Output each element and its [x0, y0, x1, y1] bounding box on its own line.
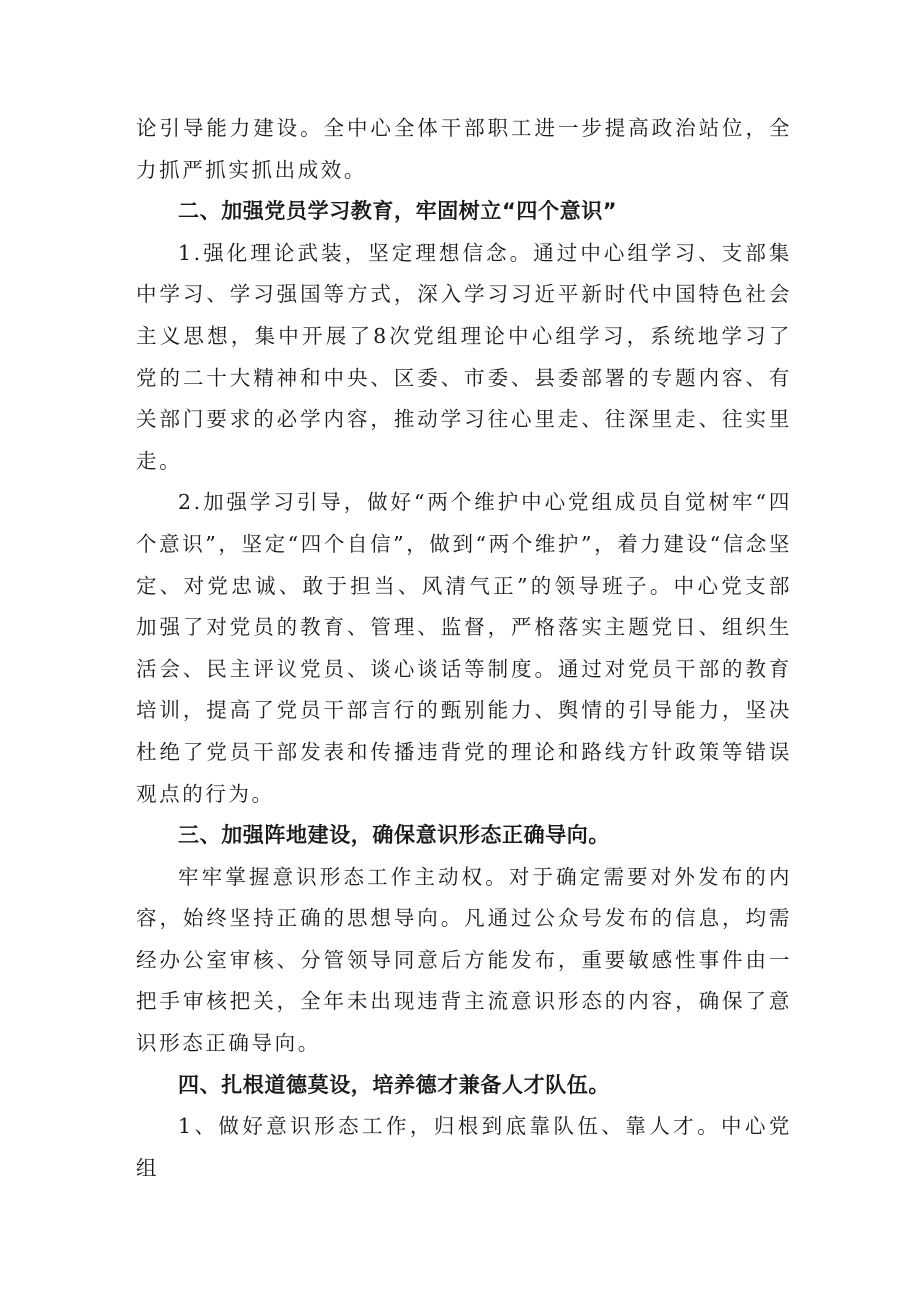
document-body	[136, 108, 792, 1189]
section-heading: 二、加强党员学习教育，牢固树立“四个意识”	[178, 199, 618, 224]
body-paragraph: 1.强化理论武装，坚定理想信念。通过中心组学习、支部集中学习、学习强国等方式，深入学习习近平新时代中国特色社会主义思想，集中开展了8次党组理论中心组学习，系统地学习了党的二十大精神和中央、区委、市委、县委部署的专题内容、有关部门要求的必学内容，推动学习往心里走、往深里走、往实里走。	[136, 240, 792, 473]
body-paragraph: 1、做好意识形态工作，归根到底靠队伍、靠人才。中心党组	[136, 1114, 792, 1180]
body-paragraph: 牢牢掌握意识形态工作主动权。对于确定需要对外发布的内容，始终坚持正确的思想导向。凡通过公众号发布的信息，均需经办公室审核、分管领导同意后方能发布，重要敏感性事件由一把手审核把关，全年未出现违背主流意识形态的内容，确保了意识形态正确导向。	[136, 864, 792, 1056]
section-heading: 四、扎根道德莫设，培养德才兼备人才队伍。	[178, 1072, 610, 1097]
body-paragraph: 论引导能力建设。全中心全体干部职工进一步提高政治站位，全力抓严抓实抓出成效。	[136, 116, 792, 182]
body-paragraph: 2.加强学习引导，做好“两个维护中心党组成员自觉树牢“四个意识”，坚定“四个自信”，做到“两个维护”，着力建设“信念坚定、对党忠诚、敢于担当、风清气正”的领导班子。中心党支部加强了对党员的教育、管理、监督，严格落实主题党日、组织生活会、民主评议党员、谈心谈话等制度。通过对党员干部的教育培训，提高了党员干部言行的甄别能力、舆情的引导能力，坚决杜绝了党员干部发表和传播违背党的理论和路线方针政策等错误观点的行为。	[136, 490, 792, 806]
section-heading: 三、加强阵地建设，确保意识形态正确导向。	[178, 823, 610, 848]
